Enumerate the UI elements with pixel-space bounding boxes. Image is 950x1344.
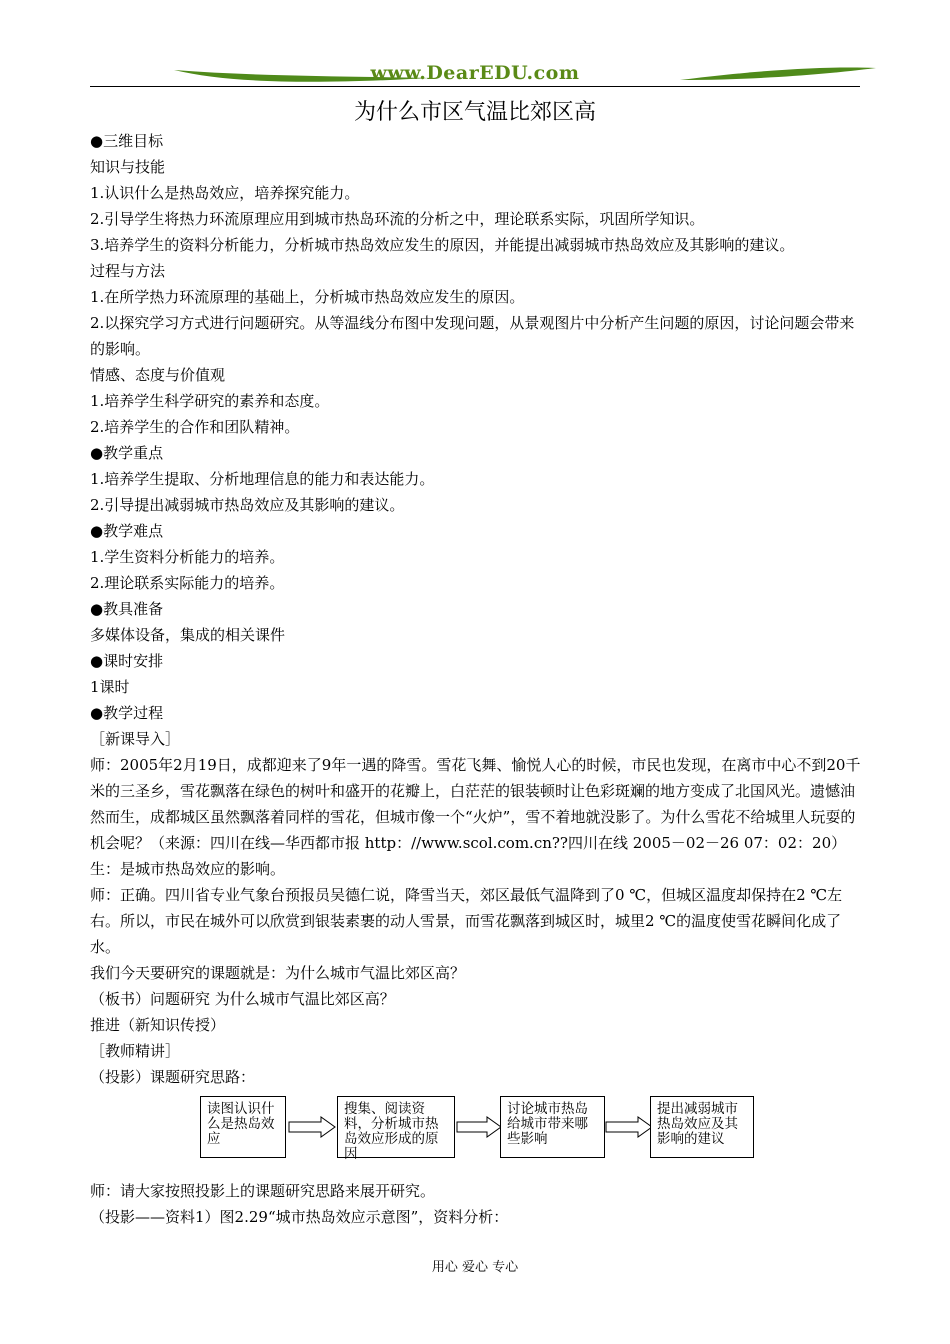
- flow-step-1: 读图认识什么是热岛效应: [200, 1096, 286, 1158]
- paragraph: ●课时安排: [90, 652, 164, 670]
- paragraph: 1课时: [90, 678, 130, 696]
- flow-arrow-3: [605, 1116, 653, 1138]
- paragraph: 推进（新知识传授）: [90, 1016, 226, 1034]
- paragraph: 多媒体设备，集成的相关课件: [90, 626, 286, 644]
- header-rule: [90, 86, 860, 87]
- paragraph-group-a: [90, 128, 865, 1090]
- research-flowchart: [90, 1096, 865, 1172]
- paragraph: 2.引导提出减弱城市热岛效应及其影响的建议。: [90, 496, 405, 514]
- paragraph: ［新课导入］: [90, 730, 181, 748]
- paragraph: ●教学过程: [90, 704, 164, 722]
- paragraph: 我们今天要研究的课题就是：为什么城市气温比郊区高？: [90, 964, 466, 982]
- flow-arrow-2: [456, 1116, 502, 1138]
- flow-arrow-1: [288, 1116, 336, 1138]
- document-body: [90, 128, 865, 1230]
- paragraph: 1.培养学生科学研究的素养和态度。: [90, 392, 330, 410]
- paragraph: ●教学难点: [90, 522, 164, 540]
- document-title: 为什么市区气温比郊区高: [353, 100, 596, 125]
- paragraph: 3.培养学生的资料分析能力，分析城市热岛效应发生的原因，并能提出减弱城市热岛效应及其影响的建议。: [90, 236, 795, 254]
- right-swoosh-decoration: [678, 64, 878, 86]
- paragraph: 过程与方法: [90, 262, 166, 280]
- paragraph: 1.在所学热力环流原理的基础上，分析城市热岛效应发生的原因。: [90, 288, 525, 306]
- paragraph: （投影）课题研究思路：: [90, 1068, 256, 1086]
- paragraph-group-b: [90, 1178, 865, 1230]
- paragraph: 生：是城市热岛效应的影响。: [90, 860, 286, 878]
- paragraph: 2.培养学生的合作和团队精神。: [90, 418, 300, 436]
- paragraph: 2.以探究学习方式进行问题研究。从等温线分布图中发现问题，从景观图片中分析产生问题的原因，讨论问题会带来的影响。: [90, 314, 855, 358]
- paragraph: （投影——资料1）图2.29“城市热岛效应示意图”，资料分析：: [90, 1208, 509, 1226]
- paragraph: （板书）问题研究 为什么城市气温比郊区高？: [90, 990, 395, 1008]
- paragraph: 1.学生资料分析能力的培养。: [90, 548, 285, 566]
- paragraph: ●教学重点: [90, 444, 164, 462]
- flow-step-3: 讨论城市热岛给城市带来哪些影响: [500, 1096, 605, 1158]
- paragraph: 1.认识什么是热岛效应，培养探究能力。: [90, 184, 360, 202]
- paragraph: ●教具准备: [90, 600, 164, 618]
- flow-step-2: 搜集、阅读资料，分析城市热岛效应形成的原因: [337, 1096, 455, 1158]
- paragraph: 师：请大家按照投影上的课题研究思路来展开研究。: [90, 1182, 436, 1200]
- paragraph: ［教师精讲］: [90, 1042, 181, 1060]
- flow-step-4: 提出减弱城市热岛效应及其影响的建议: [650, 1096, 754, 1158]
- paragraph: 师：正确。四川省专业气象台预报员吴德仁说，降雪当天，郊区最低气温降到了0 ℃，但城区温度却保持在2 ℃左右。所以，市民在城外可以欣赏到银装素裹的动人雪景，而雪花飘落到城区时，城里2 ℃的温度使雪花瞬间化成了水。: [90, 886, 843, 956]
- paragraph: 1.培养学生提取、分析地理信息的能力和表达能力。: [90, 470, 435, 488]
- paragraph: ●三维目标: [90, 132, 164, 150]
- site-logo[interactable]: www.DearEDU.com: [370, 62, 580, 84]
- paragraph: 情感、态度与价值观: [90, 366, 226, 384]
- paragraph: 师：2005年2月19日，成都迎来了9年一遇的降雪。雪花飞舞、愉悦人心的时候，市民也发现，在离市中心不到20千米的三圣乡，雪花飘落在绿色的树叶和盛开的花瓣上，白茫茫的银装顿时让色彩斑斓的地方变成了北国风光。遗憾油然而生，成都城区虽然飘落着同样的雪花，但城市像一个“火炉”，雪不着地就没影了。为什么雪花不给城里人玩耍的机会呢？（来源：四川在线—华西都市报 http：//www.scol.com.cn??四川在线 2005－02－26 07：02：20）: [90, 756, 861, 852]
- page-footer: 用心 爱心 专心: [431, 1260, 519, 1275]
- paragraph: 知识与技能: [90, 158, 166, 176]
- page-header: [90, 60, 860, 90]
- paragraph: 2.引导学生将热力环流原理应用到城市热岛环流的分析之中，理论联系实际，巩固所学知识。: [90, 210, 705, 228]
- paragraph: 2.理论联系实际能力的培养。: [90, 574, 285, 592]
